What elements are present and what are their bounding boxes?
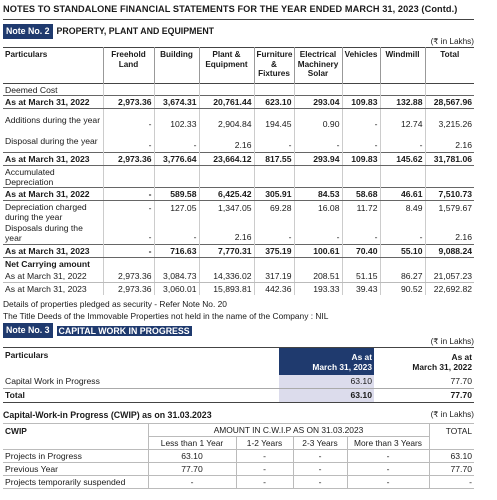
ppe-row [3,245,474,258]
ppe-col-header: Building [154,48,199,84]
ageing-cell: - [236,476,293,489]
ppe-row [3,201,474,223]
ppe-cell [342,84,380,96]
ppe-row-label: As at March 31, 2023 [5,283,87,294]
ppe-col-header: Furniture & Fixtures [254,48,294,84]
ageing-row-label: Previous Year [3,463,148,476]
ppe-row-label: As at March 31, 2023 [3,245,103,258]
ppe-cell: 194.45 [254,109,294,131]
page-title: NOTES TO STANDALONE FINANCIAL STATEMENTS FOR THE YEAR ENDED MARCH 31, 2023 (Contd.) [3,0,474,20]
ppe-cell: 2.16 [199,223,254,245]
note3-badge: Note No. 3 [3,323,53,338]
ppe-row-label: Additions during the year [5,114,101,125]
ppe-cell: 145.62 [380,153,425,166]
ppe-row [3,96,474,109]
ppe-cell [154,84,199,96]
ppe-cell: 102.33 [154,109,199,131]
ageing-col-2to3: 2-3 Years [293,437,347,450]
ppe-row-label: Disposal during the year [5,136,98,147]
cwip-ageing-unit: (₹ in Lakhs) [430,410,474,420]
ppe-row-label: Net Carrying amount [5,259,90,270]
ppe-cell: - [294,223,342,245]
ageing-col-cwip: CWIP [3,424,148,450]
ppe-cell: 2,904.84 [199,109,254,131]
ppe-row [3,166,474,188]
note2-footnote-title-deeds: The Title Deeds of the Immovable Properties not held in the name of the Company : NIL [3,311,329,322]
ppe-cell: 293.94 [294,153,342,166]
ppe-cell [254,84,294,96]
ppe-table [3,47,474,295]
cwip-row-label: Capital Work in Progress [3,375,279,389]
note3-unit: (₹ in Lakhs) [430,336,474,346]
ppe-col-header: Windmill [380,48,425,84]
ppe-cell: 22,692.82 [425,282,474,295]
ppe-cell: 8.49 [380,201,425,223]
ageing-cell: 77.70 [148,463,236,476]
note3-heading: CAPITAL WORK IN PROGRESS [58,325,190,336]
cwip-total-row [3,389,474,403]
ppe-col-header: Vehicles [342,48,380,84]
ageing-row-total: 63.10 [429,450,474,463]
cwip-ageing-table [3,423,474,489]
ppe-cell: 716.63 [154,245,199,258]
cwip-table [3,347,474,404]
ppe-cell: 55.10 [380,245,425,258]
ppe-cell: - [380,131,425,153]
ppe-row [3,109,474,131]
ageing-cell: - [347,450,429,463]
ageing-row [3,450,474,463]
ppe-cell: 39.43 [342,282,380,295]
ppe-cell [199,258,254,270]
ppe-cell: - [342,223,380,245]
ageing-cell: - [293,450,347,463]
ppe-cell: 442.36 [254,282,294,295]
ppe-row-label: Accumulated Depreciation [5,166,55,187]
ageing-cell: - [236,450,293,463]
ageing-col-gt3: More than 3 Years [347,437,429,450]
ppe-row-label: As at March 31, 2023 [3,153,103,166]
ageing-cell: - [236,463,293,476]
ppe-cell: 31,781.06 [425,153,474,166]
ppe-cell: - [103,109,154,131]
ppe-cell: 623.10 [254,96,294,109]
note2-heading: PROPERTY, PLANT AND EQUIPMENT [56,26,215,36]
cwip-col-2023-line1: As at [351,351,372,362]
ppe-cell: - [294,131,342,153]
ppe-row [3,131,474,153]
ppe-cell: 86.27 [380,270,425,283]
cwip-row [3,375,474,389]
ppe-cell: 16.08 [294,201,342,223]
ppe-cell: 14,336.02 [199,270,254,283]
ppe-row-label: As at March 31, 2022 [3,96,103,109]
ppe-cell: 3,060.01 [154,282,199,295]
ppe-row [3,282,474,295]
ppe-cell: - [342,131,380,153]
ppe-cell: 132.88 [380,96,425,109]
ppe-col-header: Freehold Land [103,48,154,84]
ppe-row [3,153,474,166]
cwip-row-2022: 77.70 [374,375,474,389]
ppe-cell: 193.33 [294,282,342,295]
ageing-row-label: Projects temporarily suspended [3,476,148,489]
ppe-cell: 15,893.81 [199,282,254,295]
ppe-cell [342,166,380,188]
ppe-cell: - [103,131,154,153]
cwip-total-2022: 77.70 [374,389,474,403]
ppe-cell: 6,425.42 [199,188,254,201]
ppe-cell: 100.61 [294,245,342,258]
ageing-cell: - [148,476,236,489]
ppe-cell [342,258,380,270]
ppe-cell: 317.19 [254,270,294,283]
ageing-cell: - [347,476,429,489]
cwip-total-2023: 63.10 [279,389,374,403]
ppe-cell: 23,664.12 [199,153,254,166]
cwip-total-label: Total [3,389,279,403]
ppe-cell: 90.52 [380,282,425,295]
ppe-cell [199,84,254,96]
ppe-cell: 7,770.31 [199,245,254,258]
ppe-cell: 2,973.36 [103,96,154,109]
ppe-cell: - [103,201,154,223]
ageing-cell: - [293,476,347,489]
ppe-cell [380,166,425,188]
ppe-cell: 2.16 [199,131,254,153]
ppe-row [3,258,474,270]
ppe-cell [254,166,294,188]
ppe-cell [294,258,342,270]
ppe-row [3,188,474,201]
ppe-cell: 817.55 [254,153,294,166]
ppe-cell: - [254,223,294,245]
ppe-cell: 1,579.67 [425,201,474,223]
ppe-cell: - [154,223,199,245]
ageing-row-total: 77.70 [429,463,474,476]
ageing-row-label: Projects in Progress [3,450,148,463]
ppe-cell: 46.61 [380,188,425,201]
cwip-col-2022-line1: As at [451,351,472,362]
ppe-cell [425,84,474,96]
ppe-cell [154,258,199,270]
ageing-col-1to2: 1-2 Years [236,437,293,450]
ppe-cell: 51.15 [342,270,380,283]
ppe-cell: 3,776.64 [154,153,199,166]
ppe-cell [154,166,199,188]
ppe-cell: - [254,131,294,153]
ppe-cell: 58.68 [342,188,380,201]
ppe-row-label: Deemed Cost [5,84,58,95]
ageing-row [3,476,474,489]
ppe-row-label: As at March 31, 2022 [3,270,103,283]
ppe-cell: 293.04 [294,96,342,109]
ppe-cell: 11.72 [342,201,380,223]
ppe-cell: 21,057.23 [425,270,474,283]
cwip-col-particulars: Particulars [5,349,49,360]
ppe-cell [294,166,342,188]
ppe-cell: 109.83 [342,96,380,109]
ppe-cell [425,166,474,188]
notes-page [3,0,474,489]
ppe-cell: 3,084.73 [154,270,199,283]
ppe-cell: 69.28 [254,201,294,223]
ppe-cell: 2.16 [425,223,474,245]
cwip-col-2022-line2: March 31, 2022 [412,361,472,372]
ppe-cell [103,166,154,188]
ppe-row-label: Disposals during the year [5,223,83,244]
cwip-col-2023-line2: March 31, 2023 [312,361,372,372]
ppe-col-header: Plant & Equipment [199,48,254,84]
ppe-cell: 109.83 [342,153,380,166]
ppe-cell: - [154,131,199,153]
ppe-col-header: Total [425,48,474,84]
ppe-cell: 84.53 [294,188,342,201]
ppe-row [3,223,474,245]
ppe-cell: - [342,109,380,131]
ppe-cell [425,258,474,270]
ppe-cell: 2.16 [425,131,474,153]
ageing-cell: 63.10 [148,450,236,463]
ppe-row-label: As at March 31, 2022 [3,188,103,201]
ppe-cell: 2,973.36 [103,270,154,283]
ppe-cell [103,84,154,96]
note2-badge: Note No. 2 [3,24,53,39]
ppe-cell [254,258,294,270]
cwip-ageing-heading: Capital-Work-in Progress (CWIP) as on 31.03.2023 [3,410,212,421]
ppe-cell [103,258,154,270]
ageing-cell: - [293,463,347,476]
note2-unit: (₹ in Lakhs) [430,37,474,46]
ppe-row-label: Depreciation charged during the year [5,201,87,222]
note2-footnote-pledged: Details of properties pledged as security - Refer Note No. 20 [3,298,227,309]
cwip-row-2023: 63.10 [279,375,374,389]
ppe-cell: 70.40 [342,245,380,258]
ageing-col-lt1: Less than 1 Year [148,437,236,450]
ppe-cell [199,166,254,188]
ppe-row [3,84,474,96]
ageing-row [3,463,474,476]
ppe-cell [380,258,425,270]
cwip-col-2022 [374,347,474,375]
ppe-col-header: Particulars [5,50,48,59]
ppe-cell: 375.19 [254,245,294,258]
ppe-cell: 7,510.73 [425,188,474,201]
ppe-cell: 2,973.36 [103,282,154,295]
ppe-cell: 2,973.36 [103,153,154,166]
ppe-cell: 20,761.44 [199,96,254,109]
ppe-cell: 28,567.96 [425,96,474,109]
ppe-col-header: Electrical Machinery Solar [294,48,342,84]
ppe-row [3,270,474,283]
ageing-row-total: - [429,476,474,489]
ppe-cell [380,84,425,96]
ppe-cell: 127.05 [154,201,199,223]
ppe-cell: 305.91 [254,188,294,201]
ageing-group-header: AMOUNT IN C.W.I.P AS ON 31.03.2023 [148,424,429,437]
ppe-cell: 3,674.31 [154,96,199,109]
ppe-cell: 0.90 [294,109,342,131]
ppe-cell: 589.58 [154,188,199,201]
ppe-cell: 9,088.24 [425,245,474,258]
ageing-cell: - [347,463,429,476]
ppe-cell: - [103,188,154,201]
ageing-col-total: TOTAL [429,424,474,450]
ppe-cell: - [380,223,425,245]
ppe-cell: - [103,223,154,245]
ppe-cell: - [103,245,154,258]
ppe-cell: 1,347.05 [199,201,254,223]
ppe-cell: 208.51 [294,270,342,283]
cwip-col-2023 [279,347,374,375]
ppe-cell [294,84,342,96]
ppe-cell: 3,215.26 [425,109,474,131]
ppe-cell: 12.74 [380,109,425,131]
